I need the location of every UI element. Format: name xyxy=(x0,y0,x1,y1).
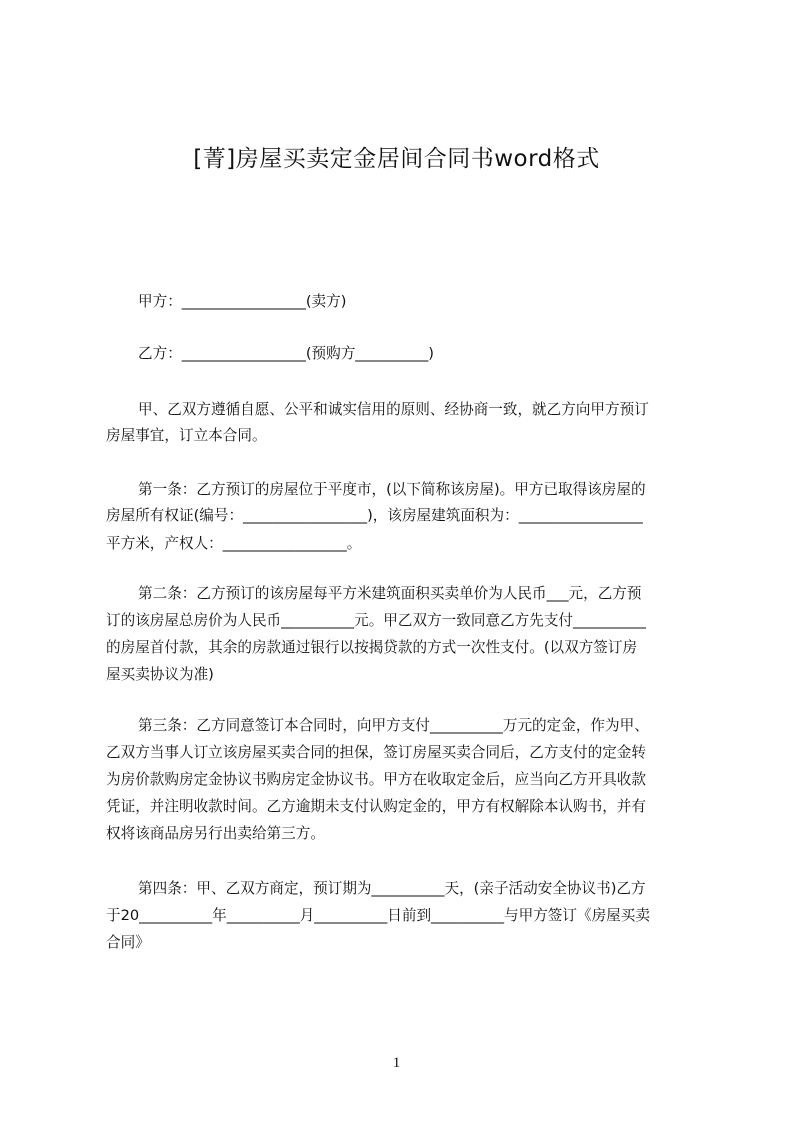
article3-line: 乙双方当事人订立该房屋买卖合同的担保，签订房屋买卖合同后，乙方支付的定金转 xyxy=(106,744,646,761)
party-b-line: 乙方：_________________(预购方__________) xyxy=(138,345,434,362)
article4-line: 第四条：甲、乙双方商定，预订期为__________天，(亲子活动安全协议书)乙方 xyxy=(138,880,646,897)
article3-line: 第三条：乙方同意签订本合同时，向甲方支付__________万元的定金，作为甲、 xyxy=(138,717,649,734)
article4-line: 合同》 xyxy=(106,934,150,951)
article3-line: 凭证，并注明收款时间。乙方逾期未支付认购定金的，甲方有权解除本认购书，并有 xyxy=(106,798,646,815)
party-a-line: 甲方：_________________(卖方) xyxy=(138,293,347,310)
intro-line: 房屋事宜，订立本合同。 xyxy=(106,427,267,444)
article3-line: 为房价款购房定金协议书购房定金协议书。甲方在收取定金后，应当向乙方开具收款 xyxy=(106,771,646,788)
article1-line: 房屋所有权证(编号：_________________)，该房屋建筑面积为：_________________ xyxy=(106,507,643,524)
article1-line: 平方米，产权人：_________________。 xyxy=(106,535,362,552)
page-number: 1 xyxy=(392,1055,401,1071)
article2-line: 第二条：乙方预订的该房屋每平方米建筑面积买卖单价为人民币___元，乙方预 xyxy=(138,585,642,602)
article2-line: 订的该房屋总房价为人民币__________元。甲乙双方一致同意乙方先支付__________ xyxy=(106,612,646,629)
article2-line: 屋买卖协议为准) xyxy=(106,666,214,683)
article4-line: 于20__________年__________月__________日前到__________与甲方签订《房屋买卖 xyxy=(106,907,650,924)
article2-line: 的房屋首付款，其余的房款通过银行以按揭贷款的方式一次性支付。(以双方签订房 xyxy=(106,639,638,656)
article1-line: 第一条：乙方预订的房屋位于平度市，(以下简称该房屋)。甲方已取得该房屋的 xyxy=(138,481,646,498)
article3-line: 权将该商品房另行出卖给第三方。 xyxy=(106,825,325,842)
intro-line: 甲、乙双方遵循自愿、公平和诚实信用的原则、经协商一致，就乙方向甲方预订 xyxy=(138,401,649,418)
document-title: [菁]房屋买卖定金居间合同书word格式 xyxy=(193,146,600,172)
